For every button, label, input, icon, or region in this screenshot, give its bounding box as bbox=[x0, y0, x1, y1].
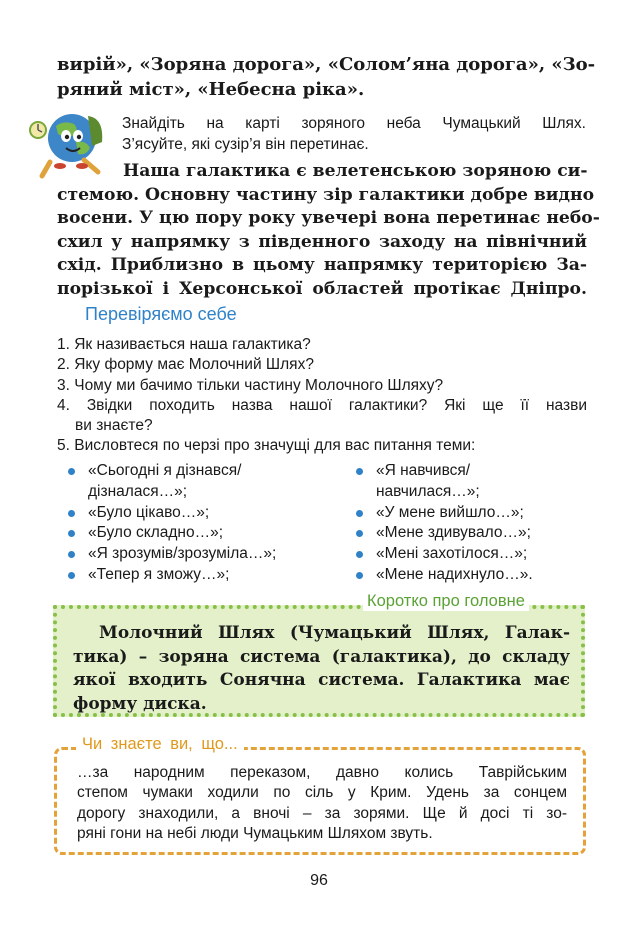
list-item: «У мене вийшло…»; bbox=[356, 503, 586, 524]
summary-line: якої входить Сонячна система. Галактика має bbox=[73, 670, 570, 690]
paragraph-line: стемою. Основну частину зір галактики добре видно bbox=[57, 184, 595, 205]
page-number: 96 bbox=[310, 872, 328, 889]
bullet-dot-icon bbox=[356, 572, 363, 579]
list-item: «Я навчився/ навчилася…»; bbox=[356, 461, 586, 503]
question-item: 2. Яку форму має Молочний Шлях? bbox=[57, 356, 314, 374]
question-item: 4. Звідки походить назва нашої галактики? Які ще її назви bbox=[57, 396, 587, 414]
reflection-list-left bbox=[68, 461, 338, 586]
summary-title: Коротко про головне bbox=[363, 592, 529, 611]
paragraph-line: Наша галактика є велетенською зоряною си- bbox=[123, 161, 588, 181]
summary-line: Молочний Шлях (Чумацький Шлях, Галак- bbox=[99, 623, 570, 643]
paragraph-line: схил у напрямку з південного заходу на північний bbox=[57, 231, 587, 252]
questions-list bbox=[57, 335, 587, 457]
list-item: «Сьогодні я дізнався/ дізналася…»; bbox=[68, 461, 338, 503]
bullet-dot-icon bbox=[356, 551, 363, 558]
bullet-dot-icon bbox=[68, 551, 75, 558]
bullet-dot-icon bbox=[68, 572, 75, 579]
bullet-dot-icon bbox=[356, 530, 363, 537]
paragraph-line: порізької і Херсонської областей протікає Дніпро. bbox=[57, 278, 587, 299]
list-item: «Було цікаво…»; bbox=[68, 503, 338, 524]
intro-line: ряний міст», «Небесна ріка». bbox=[57, 79, 365, 100]
bullet-dot-icon bbox=[356, 468, 363, 475]
section-heading-check: Перевіряємо себе bbox=[85, 304, 237, 324]
paragraph-line: схід. Приблизно в цьому напрямку територією За- bbox=[57, 255, 587, 276]
list-item: «Було складно…»; bbox=[68, 523, 338, 544]
reflection-list-right bbox=[356, 461, 586, 586]
intro-line: вирій», «Зоряна дорога», «Солом’яна дорога», «Зо- bbox=[57, 54, 596, 75]
did-you-know-text bbox=[77, 763, 567, 844]
list-item: «Я зрозумів/зрозуміла…»; bbox=[68, 544, 338, 565]
question-item: 1. Як називається наша галактика? bbox=[57, 336, 311, 353]
bullet-dot-icon bbox=[68, 530, 75, 537]
bullet-dot-icon bbox=[356, 510, 363, 517]
question-item: 5. Висловтеся по черзі про значущі для вас питання теми: bbox=[57, 437, 476, 455]
summary-text bbox=[73, 622, 570, 716]
task-line: З’ясуйте, які сузір’я він перетинає. bbox=[122, 136, 369, 153]
list-item: «Мені захотілося…»; bbox=[356, 544, 586, 565]
did-you-know-line: ряні гони на небі люди Чумацьким Шляхом звуть. bbox=[77, 824, 433, 842]
did-you-know-line: …за народним переказом, давно колись Таврійським bbox=[77, 764, 567, 781]
did-you-know-line: степом чумаки ходили по сіль у Крим. Удень за сонцем bbox=[77, 784, 567, 802]
list-item: «Мене здивувало…»; bbox=[356, 523, 586, 544]
summary-line: форму диска. bbox=[73, 693, 207, 714]
paragraph-line: восени. У цю пору року увечері вона перетинає небо- bbox=[57, 208, 600, 229]
task-line: Знайдіть на карті зоряного неба Чумацький Шлях. bbox=[122, 115, 586, 132]
did-you-know-title: Чи знаєте ви, що... bbox=[76, 735, 244, 754]
question-item-continuation: ви знаєте? bbox=[75, 417, 153, 435]
list-item: «Мене надихнуло…». bbox=[356, 565, 586, 586]
main-paragraph bbox=[57, 160, 600, 302]
bullet-dot-icon bbox=[68, 510, 75, 517]
question-item: 3. Чому ми бачимо тільки частину Молочного Шляху? bbox=[57, 376, 444, 394]
did-you-know-line: дорогу знаходили, а вночі – за зорями. Ще й досі ті зо- bbox=[77, 804, 567, 822]
task-text bbox=[122, 113, 586, 155]
intro-text bbox=[57, 52, 596, 102]
summary-line: тика) – зоряна система (галактика), до складу bbox=[73, 646, 570, 667]
list-item: «Тепер я зможу…»; bbox=[68, 565, 338, 586]
bullet-dot-icon bbox=[68, 468, 75, 475]
